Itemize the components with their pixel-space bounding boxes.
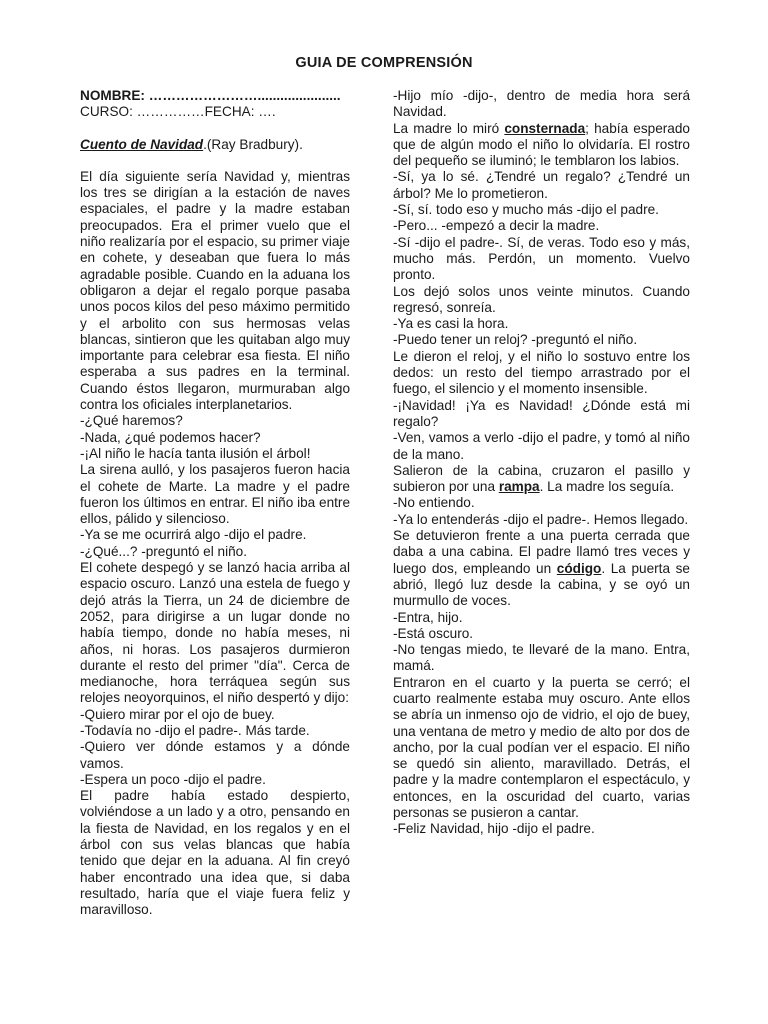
right-paragraph [393, 121, 690, 170]
story-heading [80, 137, 350, 153]
vocab-word-codigo: código [556, 560, 602, 576]
text-run: Se detuvieron frente a una puerta cerrada que daba a una cabina. El padre llamó tres veces y luego dos, empleando un [393, 528, 690, 576]
right-paragraph: -No entiendo. [393, 495, 475, 511]
story-title: Cuento de Navidad [80, 136, 204, 152]
left-paragraph: -Nada, ¿qué podemos hacer? [80, 429, 261, 445]
text-run: La madre lo miró [393, 120, 505, 136]
curso-fecha-line [80, 104, 350, 120]
left-paragraph: -¿Qué haremos? [80, 413, 183, 429]
right-paragraph: -Ya es casi la hora. [393, 316, 509, 332]
text-run: ; había esperado que de algún modo el niño lo olvidaría. El rostro del pequeño se iluminó; le temblaron los labios. [393, 120, 690, 169]
left-paragraph: El cohete despegó y se lanzó hacia arriba al espacio oscuro. Lanzó una estela de fuego y dejó atrás la Tierra, un 24 de diciembre de 2052, para dirigirse a un lugar donde no había tiempo, donde no había meses, ni años, ni horas. Los pasajeros durmieron durante el resto del primer "día". Cerca de medianoche, hora terráquea según sus relojes neoyorquinos, el niño despertó y dijo: [80, 560, 350, 706]
page-title: GUIA DE COMPRENSIÓN [295, 55, 473, 71]
right-paragraph: Los dejó solos unos veinte minutos. Cuando regresó, sonreía. [393, 283, 690, 315]
right-paragraph: -Hijo mío -dijo-, dentro de media hora será Navidad. [393, 88, 690, 120]
text-run: . La madre los seguía. [539, 479, 675, 495]
left-paragraph: La sirena aulló, y los pasajeros fueron hacia el cohete de Marte. La madre y el padre fueron los últimos en entrar. El niño iba entre ellos, pálido y silencioso. [80, 462, 350, 527]
right-paragraph: -Feliz Navidad, hijo -dijo el padre. [393, 821, 595, 837]
right-paragraph: -Sí, sí. todo eso y mucho más -dijo el padre. [393, 202, 659, 218]
right-paragraph [393, 463, 690, 496]
right-paragraph: -Puedo tener un reloj? -preguntó el niño. [393, 332, 638, 348]
right-paragraph: -Sí, ya lo sé. ¿Tendré un regalo? ¿Tendré un árbol? Me lo prometieron. [393, 169, 690, 201]
nombre-line [80, 88, 350, 104]
right-paragraph: Entraron en el cuarto y la puerta se cerró; el cuarto realmente estaba muy oscuro. Ante ellos se abría un inmenso ojo de vidrio, el ojo de buey, una ventana de metro y medio de alto por dos de ancho, por la cual podían ver el espacio. El niño se quedó sin aliento, maravillado. Detrás, el padre y la madre contemplaron el espectáculo, y entonces, en la oscuridad del cuarto, varias personas se pusieron a cantar. [393, 674, 690, 821]
vocab-word-rampa: rampa [498, 479, 540, 495]
vocab-word-consternada: consternada [504, 120, 586, 136]
text-run: Salieron de la cabina, cruzaron el pasillo y subieron por una [393, 462, 690, 495]
right-paragraph: -Pero... -empezó a decir la madre. [393, 218, 600, 234]
fecha-field: FECHA: …. [204, 104, 276, 120]
right-paragraph: -No tengas miedo, te llevaré de la mano. Entra, mamá. [393, 642, 690, 674]
left-paragraph: -Quiero ver dónde estamos y a dónde vamos. [80, 739, 350, 771]
right-paragraph: -Entra, hijo. [393, 609, 463, 625]
left-paragraph: -¿Qué...? -preguntó el niño. [80, 543, 247, 559]
nombre-label: NOMBRE: [80, 88, 149, 103]
left-paragraph: -Quiero mirar por el ojo de buey. [80, 706, 275, 722]
left-paragraph: -¡Al niño le hacía tanta ilusión el árbol! [80, 445, 311, 461]
nombre-field: ……………………...................... [148, 88, 341, 103]
right-paragraph: -Sí -dijo el padre-. Sí, de veras. Todo eso y más, mucho más. Perdón, un momento. Vuelvo pronto. [393, 234, 690, 283]
right-paragraph: -Ya lo entenderás -dijo el padre-. Hemos llegado. [393, 511, 689, 527]
left-column [80, 88, 350, 919]
right-paragraph: -¡Navidad! ¡Ya es Navidad! ¿Dónde está mi regalo? [393, 397, 690, 429]
text-run: . La puerta se abrió, llegó luz desde la cabina, y se oyó un murmullo de voces. [393, 560, 690, 609]
left-paragraph: -Todavía no -dijo el padre-. Más tarde. [80, 722, 310, 738]
left-paragraph: El padre había estado despierto, volviéndose a un lado y a otro, pensando en la fiesta de Navidad, en los regalos y en el árbol con sus velas blancas que había tenido que dejar en la aduana. Al fin creyó haber encontrado una idea que, si daba resultado, haría que el viaje fuera feliz y maravilloso. [80, 788, 350, 918]
curso-field: …………… [136, 104, 205, 120]
story-author: .(Ray Bradbury). [203, 136, 303, 152]
right-paragraph [393, 528, 690, 609]
left-paragraph: El día siguiente sería Navidad y, mientras los tres se dirigían a la estación de naves espaciales, el padre y la madre estaban preocupados. Era el primer vuelo que el niño realizaría por el espacio, su primer viaje en cohete, y deseaban que fuera lo más agradable posible. Cuando en la aduana los obligaron a dejar el regalo porque pasaba unos pocos kilos del peso máximo permitido y el arbolito con sus hermosas velas blancas, sintieron que les quitaban algo muy importante para celebrar esa fiesta. El niño esperaba a sus padres en la terminal. Cuando éstos llegaron, murmuraban algo contra los oficiales interplanetarios. [80, 168, 350, 413]
left-paragraph: -Ya se me ocurrirá algo -dijo el padre. [80, 527, 307, 543]
right-paragraph: Le dieron el reloj, y el niño lo sostuvo entre los dedos: un resto del tiempo arrastrado por el fuego, el silencio y el momento insensible. [393, 348, 690, 397]
right-paragraph: -Está oscuro. [393, 625, 474, 641]
right-column [393, 88, 690, 838]
right-paragraph: -Ven, vamos a verlo -dijo el padre, y tomó al niño de la mano. [393, 430, 690, 462]
curso-label: CURSO: [80, 104, 137, 120]
left-paragraph: -Espera un poco -dijo el padre. [80, 771, 266, 787]
